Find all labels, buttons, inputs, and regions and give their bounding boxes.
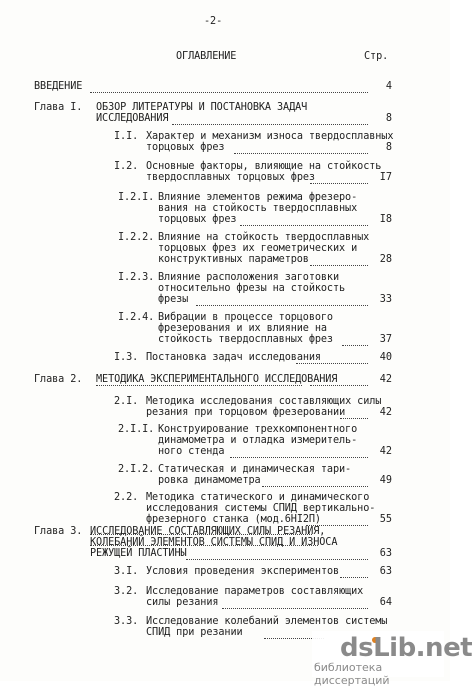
leader-dots	[340, 577, 368, 578]
leader-dots	[310, 385, 368, 386]
toc-entry-title: ИССЛЕДОВАНИЯ	[96, 113, 169, 124]
toc-entry-title: Характер и механизм износа твердосплавных	[146, 131, 394, 142]
leader-dots	[230, 457, 368, 458]
toc-entry-title: Методика исследования составляющих силы	[146, 396, 382, 407]
toc-page-number: 42	[379, 374, 392, 385]
leader-dots	[240, 225, 368, 226]
toc-entry-title: торцовых фрез	[158, 214, 237, 225]
watermark-subtitle: библиотека диссертаций	[314, 661, 390, 687]
toc-entry-title: ОБЗОР ЛИТЕРАТУРЫ И ПОСТАНОВКА ЗАДАЧ	[96, 102, 308, 113]
toc-entry-title: Влияние элементов режима фрезеро-	[158, 192, 358, 203]
toc-section-number: 2.2.	[114, 492, 139, 503]
watermark-logo: dsLib.net	[340, 633, 472, 663]
toc-page-number: 49	[379, 475, 392, 486]
toc-chapter-number: Глава 2.	[34, 374, 83, 385]
toc-page-number: 42	[379, 407, 392, 418]
toc-page-number: 63	[379, 548, 392, 559]
leader-dots	[196, 305, 368, 306]
leader-dots	[90, 534, 312, 535]
toc-section-number: I.2.	[114, 161, 139, 172]
leader-dots	[310, 183, 368, 184]
toc-entry-title: твердосплавных торцовых фрез	[146, 172, 315, 183]
toc-entry-title: ровка динамометра	[158, 475, 261, 486]
toc-page-number: 33	[379, 294, 392, 305]
toc-entry-title: Методика статического и динамического	[146, 492, 370, 503]
leader-dots	[90, 545, 318, 546]
toc-entry-title: фрезерного станка (мод.6HI2П)	[146, 514, 321, 525]
toc-entry-intro: ВВЕДЕНИЕ	[34, 81, 83, 92]
leader-dots	[340, 418, 368, 419]
toc-entry-title: фрезы	[158, 294, 189, 305]
toc-subsection-number: I.2.I.	[118, 192, 155, 203]
leader-dots	[342, 345, 368, 346]
toc-page-number: 40	[379, 352, 392, 363]
toc-page-number: 28	[379, 254, 392, 265]
toc-page-number: 55	[379, 514, 392, 525]
toc-subsection-number: 2.I.I.	[118, 424, 155, 435]
toc-entry-title: Статическая и динамическая тари-	[158, 464, 352, 475]
toc-page-number: 63	[379, 566, 392, 577]
leader-dots	[262, 486, 368, 487]
toc-page-number: 64	[379, 597, 392, 608]
toc-entry-title: вания на стойкость твердосплавных	[158, 203, 358, 214]
toc-entry-title: Вибрации в процессе торцового	[158, 312, 333, 323]
toc-section-number: I.I.	[114, 131, 139, 142]
toc-entry-title: Конструирование трехкомпонентного	[158, 424, 358, 435]
toc-entry-title: динамометра и отладка измеритель-	[158, 435, 358, 446]
toc-page-number: 4	[385, 81, 392, 92]
toc-entry-title: МЕТОДИКА ЭКСПЕРИМЕНТАЛЬНОГО ИССЛЕДОВАНИЯ	[96, 374, 338, 385]
toc-entry-title: стойкость твердосплавных фрез	[158, 334, 333, 345]
toc-entry-title: конструктивных параметров	[158, 254, 309, 265]
leader-dots	[186, 559, 368, 560]
toc-chapter-number: Глава 3.	[34, 526, 83, 537]
toc-entry-title: РЕЖУЩЕЙ ПЛАСТИНЫ	[90, 548, 187, 559]
toc-entry-title: КОЛЕБАНИЙ ЭЛЕМЕНТОВ СИСТЕМЫ СПИД И ИЗНОСА	[90, 537, 338, 548]
toc-title: ОГЛАВЛЕНИЕ	[176, 51, 237, 62]
toc-entry-title: относительно фрезы на стойкость	[158, 283, 346, 294]
leader-dots	[96, 385, 302, 386]
toc-section-number: 3.2.	[114, 586, 139, 597]
page-column-label: Стр.	[364, 51, 389, 62]
toc-section-number: 3.3.	[114, 616, 139, 627]
leader-dots	[296, 363, 368, 364]
toc-section-number: 3.I.	[114, 566, 139, 577]
toc-page-number: 8	[385, 113, 392, 124]
toc-entry-title: торцовых фрез их геометрических и	[158, 243, 358, 254]
leader-dots	[310, 265, 368, 266]
toc-entry-title: Условия проведения экспериментов	[146, 566, 340, 577]
toc-entry-title: Постановка задач исследования	[146, 352, 321, 363]
toc-chapter-number: Глава I.	[34, 102, 83, 113]
toc-entry-title: СПИД при резании	[146, 627, 243, 638]
toc-entry-title: ИССЛЕДОВАНИЕ СОСТАВЛЯЮЩИХ СИЛЫ РЕЗАНИЯ,	[90, 526, 326, 537]
page-number: -2-	[204, 16, 223, 27]
toc-page-number: 37	[379, 334, 392, 345]
toc-entry-title: ного стенда	[158, 446, 225, 457]
toc-subsection-number: I.2.2.	[118, 232, 155, 243]
toc-page-number: I8	[379, 214, 392, 225]
toc-page-number: I7	[379, 172, 392, 183]
toc-section-number: 2.I.	[114, 396, 139, 407]
leader-dots	[222, 608, 368, 609]
toc-entry-title: исследования системы СПИД вертикально-	[146, 503, 376, 514]
toc-entry-title: Влияние расположения заготовки	[158, 272, 340, 283]
toc-page-number: 42	[379, 446, 392, 457]
leader-dots	[172, 124, 368, 125]
toc-page-number: 8	[385, 142, 392, 153]
toc-subsection-number: I.2.3.	[118, 272, 155, 283]
toc-entry-title: торцовых фрез	[146, 142, 225, 153]
leader-dots	[90, 92, 368, 93]
toc-entry-title: Влияние на стойкость твердосплавных	[158, 232, 370, 243]
leader-dots	[234, 153, 368, 154]
toc-entry-title: фрезерования и их влияние на	[158, 323, 327, 334]
toc-section-number: I.3.	[114, 352, 139, 363]
toc-entry-title: Основные факторы, влияющие на стойкость	[146, 161, 382, 172]
toc-entry-title: силы резания	[146, 597, 219, 608]
toc-subsection-number: I.2.4.	[118, 312, 155, 323]
toc-entry-title: резания при торцовом фрезеровании	[146, 407, 346, 418]
watermark	[312, 631, 472, 687]
toc-entry-title: Исследование колебаний элементов системы	[146, 616, 388, 627]
toc-subsection-number: 2.I.2.	[118, 464, 155, 475]
toc-entry-title: Исследование параметров составляющих	[146, 586, 364, 597]
